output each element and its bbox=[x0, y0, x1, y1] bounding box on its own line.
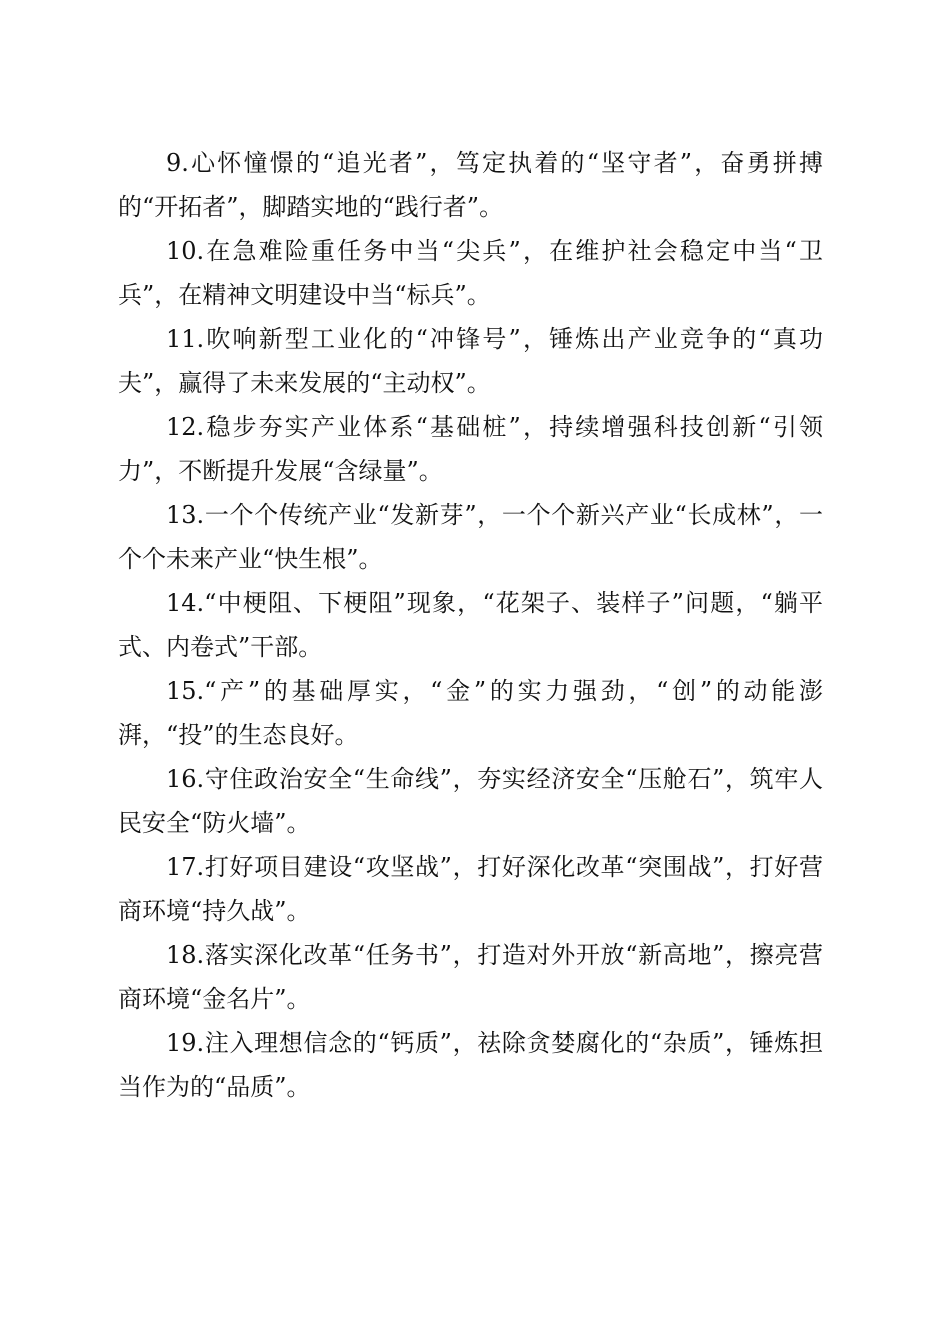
list-item: 18.落实深化改革“任务书”，打造对外开放“新高地”，擦亮营商环境“金名片”。 bbox=[118, 941, 823, 1013]
list-item: 19.注入理想信念的“钙质”，祛除贪婪腐化的“杂质”，锤炼担当作为的“品质”。 bbox=[118, 1029, 823, 1101]
list-item: 16.守住政治安全“生命线”，夯实经济安全“压舱石”，筑牢人民安全“防火墙”。 bbox=[118, 765, 823, 837]
list-item: 13.一个个传统产业“发新芽”，一个个新兴产业“长成林”，一个个未来产业“快生根”。 bbox=[118, 501, 823, 573]
list-item: 14.“中梗阻、下梗阻”现象，“花架子、装样子”问题，“躺平式、内卷式”干部。 bbox=[118, 589, 823, 661]
list-item: 11.吹响新型工业化的“冲锋号”，锤炼出产业竞争的“真功夫”，赢得了未来发展的“主动权”。 bbox=[118, 325, 823, 397]
document-body bbox=[118, 141, 823, 1109]
list-item: 10.在急难险重任务中当“尖兵”，在维护社会稳定中当“卫兵”，在精神文明建设中当“标兵”。 bbox=[118, 237, 823, 309]
list-item: 17.打好项目建设“攻坚战”，打好深化改革“突围战”，打好营商环境“持久战”。 bbox=[118, 853, 823, 925]
list-item: 9.心怀憧憬的“追光者”，笃定执着的“坚守者”，奋勇拼搏的“开拓者”，脚踏实地的“践行者”。 bbox=[118, 149, 823, 221]
list-item: 12.稳步夯实产业体系“基础桩”，持续增强科技创新“引领力”，不断提升发展“含绿量”。 bbox=[118, 413, 823, 485]
list-item: 15.“产”的基础厚实，“金”的实力强劲，“创”的动能澎湃，“投”的生态良好。 bbox=[118, 677, 823, 749]
